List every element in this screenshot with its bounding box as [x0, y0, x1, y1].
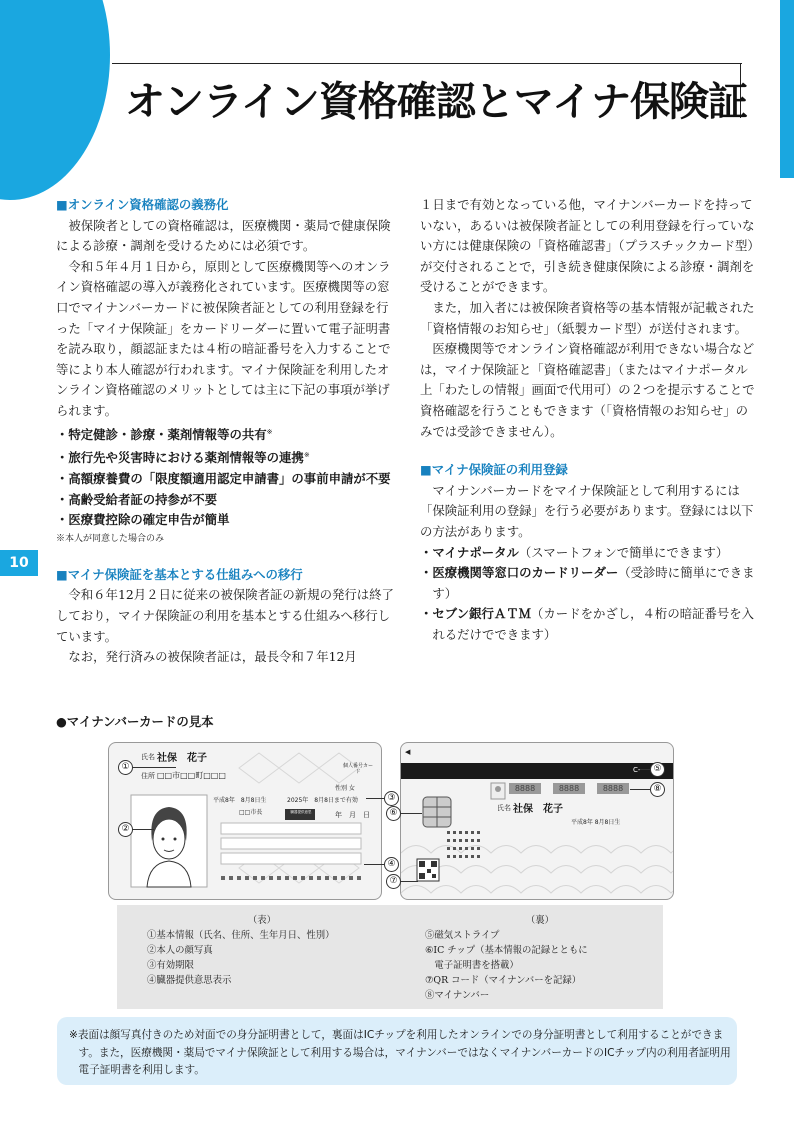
- legend-item: ①基本情報（氏名、住所、生年月日、性別）: [147, 930, 335, 941]
- legend-front-title: （表）: [247, 915, 277, 926]
- organ-label: 臓器提供意思: [290, 810, 312, 814]
- edge-tab: [780, 0, 794, 178]
- benefit-item: ・高額療養費の「限度額適用認定申請書」の事前申請が不要: [56, 470, 391, 486]
- footnote-mark: ※: [266, 427, 273, 436]
- paragraph: 被保険者としての資格確認は，医療機関・薬局で健康保険による診療・調剤を受けるためには必須です。: [56, 217, 391, 254]
- card-name: 社保 花子: [513, 804, 563, 815]
- right-column: [420, 195, 760, 645]
- face-thumbnail-icon: [491, 783, 505, 799]
- callout-4: ④: [384, 857, 399, 872]
- paragraph: １日まで有効となっている他，マイナンバーカードを持っていない，あるいは被保険者証としての利用登録を行っていない方には健康保険の「資格確認書」（プラスチックカード型）が交付されることで，引き続き健康保険による診療・調剤を受けることができます。: [420, 197, 760, 295]
- card-legend: [117, 905, 663, 1009]
- legend-item: ③有効期限: [147, 960, 194, 971]
- legend-item: ⑥IC チップ（基本情報の記録とともに: [425, 945, 588, 956]
- registration-method: ・マイナポータル（スマートフォンで簡単にできます）: [420, 544, 729, 560]
- footnote-box: [57, 1017, 737, 1085]
- name-label: 氏名: [141, 753, 155, 761]
- stripe-mark: C-: [633, 766, 641, 774]
- card-address: □□市□□町□□□: [157, 771, 226, 780]
- card-ymd: 年 月 日: [335, 811, 370, 819]
- card-sample-heading: ●マイナンバーカードの見本: [56, 714, 214, 729]
- card-city: □□市長: [239, 809, 263, 816]
- legend-item: ⑤磁気ストライプ: [425, 930, 500, 941]
- paragraph: マイナンバーカードをマイナ保険証として利用するには「保険証利用の登録」を行う必要があります。登録には以下の方法があります。: [420, 482, 754, 539]
- corner-decoration: [0, 0, 110, 200]
- mynumber-digits: 8888: [509, 783, 541, 794]
- qr-code-icon: [417, 859, 439, 881]
- paragraph: 令和５年４月１日から，原則として医療機関等へのオンライン資格確認の導入が義務化されています。医療機関等の窓口でマイナンバーカードに被保険者証としての利用登録を行った「マイナ保険証」をカードリーダーに置いて電子証明書を読み取り，顔認証または４桁の暗証番号を入力することで等により本人確認が行われます。マイナ保険証を利用したオンライン資格確認のメリットとしては主に下記の事項が挙げられます。: [56, 258, 391, 418]
- registration-method: ・セブン銀行ＡＴＭ（カードをかざし，４桁の暗証番号を入れるだけでできます）: [420, 606, 755, 642]
- callout-5: ⑤: [650, 762, 665, 777]
- callout-1: ①: [118, 760, 133, 775]
- section-heading-transition: ■マイナ保険証を基本とする仕組みへの移行: [56, 566, 303, 582]
- benefit-item: ・旅行先や災害時における薬剤情報等の連携※: [56, 450, 310, 466]
- footnote-mark: ※: [303, 451, 310, 460]
- card-expiry: 2025年 8月8日まで有効: [287, 797, 358, 804]
- card-birth: 平成8年 8月8日生: [571, 819, 621, 826]
- legend-item: 電子証明書を搭載）: [434, 960, 519, 971]
- benefit-item: ・高齢受給者証の持参が不要: [56, 491, 218, 507]
- callout-2: ②: [118, 822, 133, 837]
- legend-front: [147, 913, 377, 988]
- callout-6: ⑥: [386, 806, 401, 821]
- registration-method: ・医療機関等窓口のカードリーダー（受診時に簡単にできます）: [420, 565, 755, 601]
- legend-item: ④臓器提供意思表示: [147, 975, 232, 986]
- title-rule: [112, 63, 742, 64]
- legend-back: [425, 913, 655, 1003]
- benefit-item: ・医療費控除の確定申告が簡単: [56, 512, 230, 528]
- consent-note: ※本人が同意した場合のみ: [56, 533, 165, 544]
- mynumber-digits: 8888: [597, 783, 629, 794]
- page-title: オンライン資格確認とマイナ保険証: [125, 79, 747, 125]
- direction-mark: ◀: [405, 748, 411, 756]
- footnote-text: ※表面は顔写真付きのため対面での身分証明書として，裏面はICチップを利用したオンラインでの身分証明書として利用することができます。また，医療機関・薬局でマイナ保険証として利用する場合は，マイナンバーではなくマイナンバーカードのICチップ内の利用者証明用電子証明書を利用します。: [69, 1029, 731, 1076]
- benefit-item: ・特定健診・診療・薬剤情報等の共有※: [56, 426, 273, 442]
- paragraph: 医療機関等でオンライン資格確認が利用できない場合などは，マイナ保険証と「資格確認書」（またはマイナポータル上「わたしの情報」画面で代用可）の２つを提示することで資格確認を行うこともできます（「資格情報のお知らせ」のみでは受診できません）。: [420, 341, 755, 439]
- mynumber-digits: 8888: [553, 783, 585, 794]
- legend-item: ⑧マイナンバー: [425, 990, 490, 1001]
- name-label: 氏名: [497, 804, 511, 812]
- page-number: 10: [0, 550, 38, 576]
- card-sex: 性別 女: [335, 785, 355, 792]
- card-birth: 平成8年 8月8日生: [213, 797, 267, 804]
- card-name: 社保 花子: [157, 753, 207, 764]
- callout-7: ⑦: [386, 874, 401, 889]
- paragraph: また，加入者には被保険者資格等の基本情報が記載された「資格情報のお知らせ」（紙製カード型）が送付されます。: [420, 299, 755, 336]
- kojin-label: 個人番号カード: [342, 763, 373, 775]
- left-column: [56, 195, 396, 668]
- paragraph: なお，発行済みの被保険者証は，最長令和７年12月: [68, 649, 357, 665]
- callout-3: ③: [384, 791, 399, 806]
- card-front: [108, 742, 382, 900]
- callout-8: ⑧: [650, 782, 665, 797]
- paragraph: 令和６年12月２日に従来の被保険者証の新規の発行は終了しており，マイナ保険証の利用を基本とする仕組みへ移行しています。: [56, 587, 394, 644]
- face-photo-icon: [131, 795, 207, 887]
- card-back: [400, 742, 674, 900]
- section-heading-registration: ■マイナ保険証の利用登録: [420, 462, 568, 478]
- section-heading-online-qualification: ■オンライン資格確認の義務化: [56, 197, 229, 212]
- address-label: 住所: [141, 772, 155, 780]
- legend-back-title: （裏）: [525, 915, 555, 926]
- ic-chip-icon: [423, 797, 451, 827]
- legend-item: ⑦QR コード（マイナンバーを記録）: [425, 975, 582, 986]
- legend-item: ②本人の顔写真: [147, 945, 213, 956]
